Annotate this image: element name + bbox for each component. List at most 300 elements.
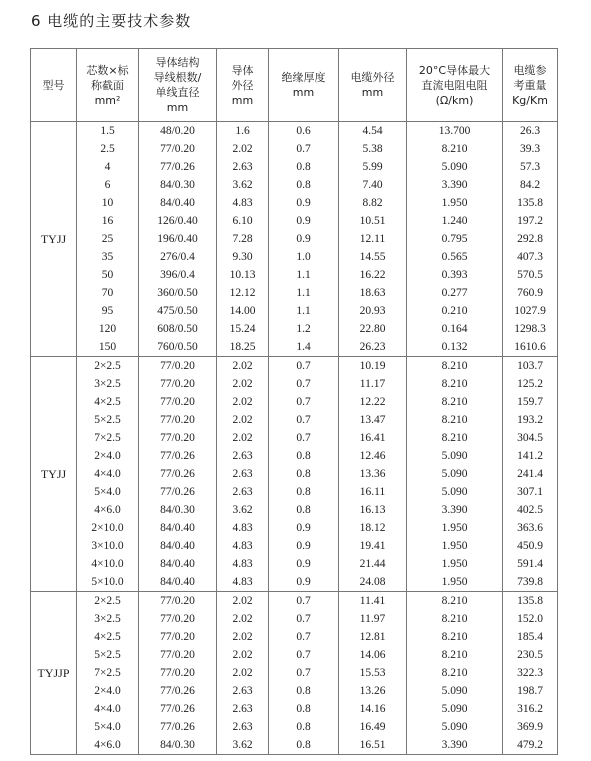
table-cell: 84.2 bbox=[503, 176, 558, 194]
table-cell: 22.80 bbox=[339, 320, 407, 338]
table-cell: 0.7 bbox=[269, 628, 339, 646]
table-cell: 4×2.5 bbox=[77, 393, 139, 411]
table-row bbox=[31, 302, 558, 320]
table-cell: 16.49 bbox=[339, 718, 407, 736]
table-cell: 4.83 bbox=[217, 555, 269, 573]
table-cell: 2.63 bbox=[217, 682, 269, 700]
table-cell: 14.06 bbox=[339, 646, 407, 664]
table-cell: 3×2.5 bbox=[77, 375, 139, 393]
table-cell: 4×10.0 bbox=[77, 555, 139, 573]
table-cell: 4.83 bbox=[217, 194, 269, 212]
table-cell: 77/0.20 bbox=[139, 628, 217, 646]
column-header-line: 电缆外径 bbox=[350, 71, 395, 84]
table-cell: 0.7 bbox=[269, 140, 339, 158]
table-cell: 5.090 bbox=[407, 682, 503, 700]
table-cell: 16.11 bbox=[339, 483, 407, 501]
table-cell: 185.4 bbox=[503, 628, 558, 646]
table-cell: 77/0.26 bbox=[139, 447, 217, 465]
column-header-line: (Ω/km) bbox=[435, 93, 474, 107]
table-cell: 6.10 bbox=[217, 212, 269, 230]
table-cell: 1.6 bbox=[217, 122, 269, 141]
column-header bbox=[139, 49, 217, 122]
table-row bbox=[31, 447, 558, 465]
column-header bbox=[407, 49, 503, 122]
table-cell: 4×2.5 bbox=[77, 628, 139, 646]
table-cell: 241.4 bbox=[503, 465, 558, 483]
column-header-line: mm bbox=[166, 101, 189, 114]
table-cell: 1.1 bbox=[269, 266, 339, 284]
table-cell: 2×4.0 bbox=[77, 682, 139, 700]
table-cell: 1027.9 bbox=[503, 302, 558, 320]
table-cell: 50 bbox=[77, 266, 139, 284]
table-cell: 4×6.0 bbox=[77, 501, 139, 519]
table-cell: 0.9 bbox=[269, 573, 339, 592]
table-row bbox=[31, 194, 558, 212]
table-cell: 276/0.4 bbox=[139, 248, 217, 266]
table-cell: 8.210 bbox=[407, 664, 503, 682]
table-cell: 2.63 bbox=[217, 158, 269, 176]
table-cell: 2.02 bbox=[217, 411, 269, 429]
column-header-line: 芯数×标 bbox=[86, 63, 129, 77]
table-row bbox=[31, 700, 558, 718]
table-row bbox=[31, 320, 558, 338]
column-header bbox=[269, 49, 339, 122]
table-cell: 4×4.0 bbox=[77, 700, 139, 718]
table-cell: 230.5 bbox=[503, 646, 558, 664]
table-cell: 77/0.20 bbox=[139, 592, 217, 611]
table-cell: 1.950 bbox=[407, 537, 503, 555]
table-cell: 0.7 bbox=[269, 664, 339, 682]
table-cell: 5.090 bbox=[407, 447, 503, 465]
table-row bbox=[31, 411, 558, 429]
table-cell: 739.8 bbox=[503, 573, 558, 592]
table-cell: 14.55 bbox=[339, 248, 407, 266]
table-cell: 18.12 bbox=[339, 519, 407, 537]
table-cell: 304.5 bbox=[503, 429, 558, 447]
column-header-line: mm bbox=[292, 86, 315, 99]
table-cell: 8.210 bbox=[407, 357, 503, 376]
table-cell: 0.795 bbox=[407, 230, 503, 248]
table-cell: 760.9 bbox=[503, 284, 558, 302]
table-row bbox=[31, 592, 558, 611]
table-row bbox=[31, 393, 558, 411]
table-cell: 0.8 bbox=[269, 700, 339, 718]
table-cell: 4.83 bbox=[217, 573, 269, 592]
table-cell: 2×2.5 bbox=[77, 357, 139, 376]
column-header-line: mm² bbox=[94, 93, 121, 107]
column-header-line: 导体结构 bbox=[155, 56, 200, 69]
table-cell: 0.164 bbox=[407, 320, 503, 338]
table-cell: 198.7 bbox=[503, 682, 558, 700]
model-cell: TYJJ bbox=[31, 357, 77, 592]
table-row bbox=[31, 338, 558, 357]
table-row bbox=[31, 375, 558, 393]
table-cell: 1298.3 bbox=[503, 320, 558, 338]
table-cell: 197.2 bbox=[503, 212, 558, 230]
table-cell: 77/0.20 bbox=[139, 375, 217, 393]
table-cell: 6 bbox=[77, 176, 139, 194]
table-cell: 77/0.26 bbox=[139, 465, 217, 483]
table-cell: 0.8 bbox=[269, 176, 339, 194]
table-cell: 25 bbox=[77, 230, 139, 248]
table-cell: 57.3 bbox=[503, 158, 558, 176]
table-cell: 0.8 bbox=[269, 682, 339, 700]
table-cell: 19.41 bbox=[339, 537, 407, 555]
table-cell: 159.7 bbox=[503, 393, 558, 411]
table-cell: 5.99 bbox=[339, 158, 407, 176]
table-cell: 5×4.0 bbox=[77, 718, 139, 736]
table-cell: 11.41 bbox=[339, 592, 407, 611]
table-row bbox=[31, 628, 558, 646]
table-cell: 2×4.0 bbox=[77, 447, 139, 465]
table-cell: 8.210 bbox=[407, 646, 503, 664]
table-row bbox=[31, 429, 558, 447]
table-cell: 193.2 bbox=[503, 411, 558, 429]
table-cell: 120 bbox=[77, 320, 139, 338]
table-cell: 14.00 bbox=[217, 302, 269, 320]
table-cell: 15.53 bbox=[339, 664, 407, 682]
table-cell: 15.24 bbox=[217, 320, 269, 338]
table-cell: 9.30 bbox=[217, 248, 269, 266]
table-cell: 7×2.5 bbox=[77, 429, 139, 447]
table-cell: 2.63 bbox=[217, 718, 269, 736]
table-cell: 0.277 bbox=[407, 284, 503, 302]
spec-table bbox=[30, 48, 558, 755]
table-cell: 0.9 bbox=[269, 194, 339, 212]
table-cell: 5×10.0 bbox=[77, 573, 139, 592]
table-header-row bbox=[31, 49, 558, 122]
table-cell: 16.22 bbox=[339, 266, 407, 284]
column-header-line: 外径 bbox=[231, 78, 254, 92]
table-cell: 5.090 bbox=[407, 483, 503, 501]
table-row bbox=[31, 158, 558, 176]
table-cell: 95 bbox=[77, 302, 139, 320]
table-cell: 10.13 bbox=[217, 266, 269, 284]
table-cell: 3.62 bbox=[217, 176, 269, 194]
table-cell: 0.7 bbox=[269, 429, 339, 447]
table-cell: 322.3 bbox=[503, 664, 558, 682]
table-cell: 24.08 bbox=[339, 573, 407, 592]
table-cell: 8.210 bbox=[407, 628, 503, 646]
table-cell: 13.26 bbox=[339, 682, 407, 700]
table-cell: 3.390 bbox=[407, 176, 503, 194]
table-cell: 26.23 bbox=[339, 338, 407, 357]
table-cell: 18.63 bbox=[339, 284, 407, 302]
table-cell: 1.950 bbox=[407, 519, 503, 537]
table-cell: 14.16 bbox=[339, 700, 407, 718]
table-cell: 5.090 bbox=[407, 465, 503, 483]
table-cell: 135.8 bbox=[503, 592, 558, 611]
column-header-line: 称截面 bbox=[91, 78, 124, 92]
table-cell: 77/0.20 bbox=[139, 411, 217, 429]
table-cell: 0.7 bbox=[269, 375, 339, 393]
table-cell: 8.210 bbox=[407, 375, 503, 393]
table-cell: 13.47 bbox=[339, 411, 407, 429]
table-cell: 5.090 bbox=[407, 158, 503, 176]
table-row bbox=[31, 176, 558, 194]
table-cell: 8.210 bbox=[407, 610, 503, 628]
table-cell: 77/0.26 bbox=[139, 718, 217, 736]
column-header-line: 导线根数/ bbox=[153, 71, 202, 84]
column-header-line: mm bbox=[361, 86, 384, 99]
table-cell: 1610.6 bbox=[503, 338, 558, 357]
table-cell: 4.54 bbox=[339, 122, 407, 141]
table-row bbox=[31, 357, 558, 376]
table-cell: 77/0.20 bbox=[139, 664, 217, 682]
table-cell: 0.9 bbox=[269, 537, 339, 555]
table-cell: 0.7 bbox=[269, 357, 339, 376]
table-cell: 12.11 bbox=[339, 230, 407, 248]
table-row bbox=[31, 122, 558, 141]
table-row bbox=[31, 646, 558, 664]
table-cell: 84/0.40 bbox=[139, 519, 217, 537]
table-cell: 11.17 bbox=[339, 375, 407, 393]
table-cell: 12.22 bbox=[339, 393, 407, 411]
table-cell: 4 bbox=[77, 158, 139, 176]
table-cell: 2.63 bbox=[217, 447, 269, 465]
table-row bbox=[31, 248, 558, 266]
table-cell: 7×2.5 bbox=[77, 664, 139, 682]
table-cell: 0.8 bbox=[269, 483, 339, 501]
table-cell: 3×10.0 bbox=[77, 537, 139, 555]
table-cell: 77/0.20 bbox=[139, 357, 217, 376]
table-cell: 5.38 bbox=[339, 140, 407, 158]
column-header bbox=[339, 49, 407, 122]
table-cell: 1.1 bbox=[269, 302, 339, 320]
table-cell: 0.132 bbox=[407, 338, 503, 357]
table-cell: 3.390 bbox=[407, 736, 503, 755]
table-cell: 77/0.26 bbox=[139, 158, 217, 176]
table-cell: 77/0.20 bbox=[139, 393, 217, 411]
table-cell: 16.51 bbox=[339, 736, 407, 755]
table-cell: 363.6 bbox=[503, 519, 558, 537]
table-body bbox=[31, 122, 558, 755]
column-header bbox=[217, 49, 269, 122]
column-header bbox=[31, 49, 77, 122]
table-cell: 3.62 bbox=[217, 501, 269, 519]
table-cell: 5×2.5 bbox=[77, 411, 139, 429]
table-cell: 402.5 bbox=[503, 501, 558, 519]
table-cell: 135.8 bbox=[503, 194, 558, 212]
table-cell: 1.1 bbox=[269, 284, 339, 302]
table-cell: 1.0 bbox=[269, 248, 339, 266]
table-cell: 125.2 bbox=[503, 375, 558, 393]
column-header-line: 绝缘厚度 bbox=[281, 71, 326, 84]
model-cell: TYJJP bbox=[31, 592, 77, 755]
table-cell: 77/0.26 bbox=[139, 682, 217, 700]
table-cell: 12.46 bbox=[339, 447, 407, 465]
table-cell: 84/0.30 bbox=[139, 501, 217, 519]
column-header-line: 导体 bbox=[231, 63, 254, 77]
table-row bbox=[31, 284, 558, 302]
table-cell: 8.210 bbox=[407, 393, 503, 411]
table-cell: 16.13 bbox=[339, 501, 407, 519]
table-cell: 26.3 bbox=[503, 122, 558, 141]
column-header bbox=[503, 49, 558, 122]
table-cell: 16.41 bbox=[339, 429, 407, 447]
table-cell: 4×4.0 bbox=[77, 465, 139, 483]
table-cell: 407.3 bbox=[503, 248, 558, 266]
table-cell: 2.63 bbox=[217, 483, 269, 501]
table-cell: 591.4 bbox=[503, 555, 558, 573]
column-header-line: Kg/Km bbox=[512, 93, 548, 107]
table-row bbox=[31, 610, 558, 628]
table-cell: 2×2.5 bbox=[77, 592, 139, 611]
table-cell: 7.28 bbox=[217, 230, 269, 248]
table-cell: 7.40 bbox=[339, 176, 407, 194]
table-cell: 0.565 bbox=[407, 248, 503, 266]
model-cell: TYJJ bbox=[31, 122, 77, 357]
table-cell: 10 bbox=[77, 194, 139, 212]
table-cell: 2.63 bbox=[217, 700, 269, 718]
table-cell: 20.93 bbox=[339, 302, 407, 320]
column-header-line: 型号 bbox=[42, 78, 65, 92]
column-header-line: 直流电阻电阻 bbox=[421, 78, 488, 92]
table-cell: 2.02 bbox=[217, 140, 269, 158]
table-cell: 0.7 bbox=[269, 393, 339, 411]
table-cell: 2.02 bbox=[217, 357, 269, 376]
table-cell: 1.4 bbox=[269, 338, 339, 357]
table-cell: 760/0.50 bbox=[139, 338, 217, 357]
table-cell: 21.44 bbox=[339, 555, 407, 573]
table-cell: 307.1 bbox=[503, 483, 558, 501]
table-cell: 2.63 bbox=[217, 465, 269, 483]
table-cell: 475/0.50 bbox=[139, 302, 217, 320]
table-cell: 608/0.50 bbox=[139, 320, 217, 338]
table-cell: 77/0.26 bbox=[139, 483, 217, 501]
table-row bbox=[31, 501, 558, 519]
column-header-line: mm bbox=[231, 93, 254, 107]
table-row bbox=[31, 664, 558, 682]
table-cell: 5×4.0 bbox=[77, 483, 139, 501]
table-cell: 8.210 bbox=[407, 411, 503, 429]
table-cell: 3.62 bbox=[217, 736, 269, 755]
table-cell: 39.3 bbox=[503, 140, 558, 158]
table-cell: 0.7 bbox=[269, 411, 339, 429]
table-cell: 84/0.30 bbox=[139, 176, 217, 194]
table-cell: 84/0.40 bbox=[139, 537, 217, 555]
table-cell: 4×6.0 bbox=[77, 736, 139, 755]
table-cell: 126/0.40 bbox=[139, 212, 217, 230]
table-cell: 103.7 bbox=[503, 357, 558, 376]
table-row bbox=[31, 537, 558, 555]
table-row bbox=[31, 555, 558, 573]
table-cell: 8.210 bbox=[407, 592, 503, 611]
table-cell: 48/0.20 bbox=[139, 122, 217, 141]
table-cell: 0.8 bbox=[269, 465, 339, 483]
table-cell: 84/0.40 bbox=[139, 555, 217, 573]
table-cell: 5.090 bbox=[407, 718, 503, 736]
table-cell: 292.8 bbox=[503, 230, 558, 248]
table-row bbox=[31, 519, 558, 537]
table-cell: 0.7 bbox=[269, 610, 339, 628]
table-cell: 77/0.20 bbox=[139, 646, 217, 664]
table-cell: 18.25 bbox=[217, 338, 269, 357]
table-cell: 12.12 bbox=[217, 284, 269, 302]
table-cell: 11.97 bbox=[339, 610, 407, 628]
table-row bbox=[31, 465, 558, 483]
table-cell: 0.8 bbox=[269, 158, 339, 176]
table-cell: 479.2 bbox=[503, 736, 558, 755]
column-header-line: 考重量 bbox=[513, 78, 547, 92]
table-cell: 77/0.20 bbox=[139, 429, 217, 447]
table-cell: 570.5 bbox=[503, 266, 558, 284]
table-cell: 5.090 bbox=[407, 700, 503, 718]
table-cell: 5×2.5 bbox=[77, 646, 139, 664]
column-header-line: 电缆参 bbox=[513, 63, 547, 77]
table-cell: 4.83 bbox=[217, 519, 269, 537]
table-cell: 16 bbox=[77, 212, 139, 230]
table-row bbox=[31, 718, 558, 736]
table-cell: 3×2.5 bbox=[77, 610, 139, 628]
table-cell: 196/0.40 bbox=[139, 230, 217, 248]
table-cell: 0.7 bbox=[269, 646, 339, 664]
column-header-line: 20°C导体最大 bbox=[418, 63, 491, 77]
table-cell: 1.240 bbox=[407, 212, 503, 230]
table-cell: 13.700 bbox=[407, 122, 503, 141]
table-cell: 4.83 bbox=[217, 537, 269, 555]
table-cell: 2.02 bbox=[217, 375, 269, 393]
table-cell: 77/0.26 bbox=[139, 700, 217, 718]
table-cell: 2.02 bbox=[217, 610, 269, 628]
table-cell: 0.9 bbox=[269, 212, 339, 230]
table-cell: 0.8 bbox=[269, 501, 339, 519]
table-cell: 12.81 bbox=[339, 628, 407, 646]
table-cell: 84/0.40 bbox=[139, 573, 217, 592]
table-cell: 1.2 bbox=[269, 320, 339, 338]
table-cell: 77/0.20 bbox=[139, 610, 217, 628]
table-row bbox=[31, 573, 558, 592]
table-row bbox=[31, 266, 558, 284]
table-cell: 2.5 bbox=[77, 140, 139, 158]
table-cell: 8.210 bbox=[407, 429, 503, 447]
table-cell: 8.210 bbox=[407, 140, 503, 158]
table-cell: 2.02 bbox=[217, 664, 269, 682]
table-cell: 2.02 bbox=[217, 429, 269, 447]
table-cell: 396/0.4 bbox=[139, 266, 217, 284]
table-cell: 360/0.50 bbox=[139, 284, 217, 302]
table-cell: 1.950 bbox=[407, 555, 503, 573]
table-cell: 450.9 bbox=[503, 537, 558, 555]
table-cell: 0.6 bbox=[269, 122, 339, 141]
table-row bbox=[31, 682, 558, 700]
table-cell: 1.950 bbox=[407, 573, 503, 592]
table-cell: 0.8 bbox=[269, 718, 339, 736]
table-row bbox=[31, 140, 558, 158]
page-title: 6 电缆的主要技术参数 bbox=[31, 12, 192, 30]
table-cell: 0.9 bbox=[269, 555, 339, 573]
column-header bbox=[77, 49, 139, 122]
table-cell: 2×10.0 bbox=[77, 519, 139, 537]
table-cell: 2.02 bbox=[217, 592, 269, 611]
table-cell: 316.2 bbox=[503, 700, 558, 718]
table-cell: 8.82 bbox=[339, 194, 407, 212]
table-cell: 2.02 bbox=[217, 646, 269, 664]
table-cell: 70 bbox=[77, 284, 139, 302]
table-cell: 0.393 bbox=[407, 266, 503, 284]
table-cell: 2.02 bbox=[217, 393, 269, 411]
table-cell: 141.2 bbox=[503, 447, 558, 465]
table-cell: 3.390 bbox=[407, 501, 503, 519]
table-cell: 77/0.20 bbox=[139, 140, 217, 158]
table-row bbox=[31, 212, 558, 230]
table-cell: 84/0.40 bbox=[139, 194, 217, 212]
table-cell: 1.5 bbox=[77, 122, 139, 141]
table-cell: 0.8 bbox=[269, 447, 339, 465]
table-row bbox=[31, 483, 558, 501]
table-cell: 10.51 bbox=[339, 212, 407, 230]
table-cell: 0.9 bbox=[269, 519, 339, 537]
